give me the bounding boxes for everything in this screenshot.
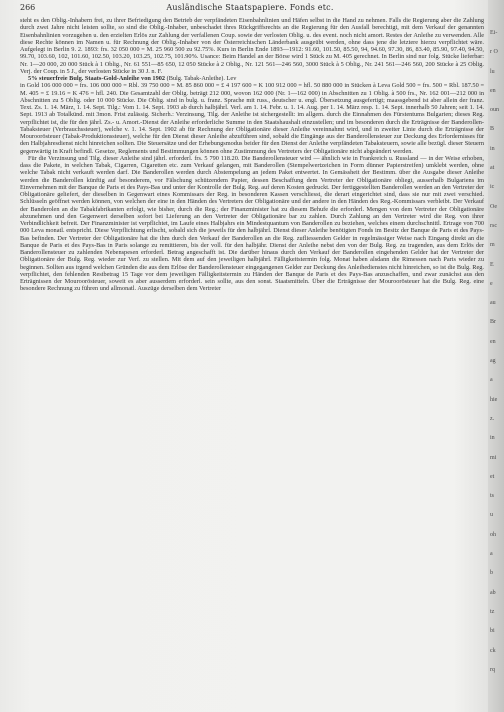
paragraph-banderole-tax: Für die Verzinsung und Tilg. dieser Anleihe sind jährl. erforderl. frs. 5 790 118.20. Die Banderollensteuer wird — ähnlich wie in Frankreich u. Russland — in der Weise erhoben, dass die Pakete, in welchen Tabak, Cigarren, Cigaretten etc. zum Verkauf gelangen, mit Banderollen (Stempelwertzeichen in Form dünner Papierstreifen) umklebt werden, ohne welche Tabak nicht verkauft werden darf. Die Banderollen werden durch Abstempelung an jedem Paket entwertet. In Gemässheit der Bestimm. über die Ausgabe dieser Anleihe werden die Banderollen künftig auf besonderem, vor Fälschung schützendem Papier, dessen Beschaffung dem Vertreter der Obligationäre obliegt, ausserhalb Bulgariens im Einvernehmen mit der Banque de Paris et des Pays-Bas und unter der Kontrolle der Bulg. Reg. auf deren Kosten gedruckt. Der fertiggestellten Banderollen werden an den Vertreter der Obligationäre geliefert, der dieselben in Gegenwart eines Kommissars der Reg. in besonderen Kassen verschliesst, die derart eingerichtet sind, dass sie nur mit zwei verschied. Schlüsseln geöffnet werden können, von welchen der eine in den Händen des Vertreters der Obligationäre und der andere in den Händen des Reg.-Kommissars verbleibt. Der Verkauf der Banderolen an die Tabakfabrikanten erfolgt, wie bisher, durch die Reg.; der Finanzminister hat zu diesem Behufe die erforderl. Mengen von dem Vertreter der Obligationäre abzunehmen und den Gegenwert derselben sofort bei Lieferung an den Vertreter der Obligationäre bar zu zahlen. Durch Zahlung an den Vertreter wird die Reg. von ihrer Verbindlichkeit befreit. Der Finanzminister ist verpflichtet, im Laufe eines Halbjahrs ein Mindestquantum von Banderollen zu beziehen, welches einem durchschnittl. Ertrage von 700 000 Leva monatl. entspricht. Diese Verpflichtung erlischt, sobald sich die jeweils für den halbjährl. Dienst dieser Anleihe benötigten Fonds im Besitz der Banque de Paris et des Pays-Bas befinden. Der Vertreter der Obligationäre hat die ihm durch den Verkauf der Banderollen an die Reg. zufliessenden Gelder in regelmässiger Weise nach Eingang direkt an die Banque de Paris et des Pays-Bas in Paris solange zu remittieren, bis der voll. für den halbjähr. Dienst der Anleihe nebst den von der Bulg. Reg. zu tragenden, aus dem Erlös der Banderollensteuer zu zahlenden Nebenspesen erforderl. Betrag angeschafft ist. Die darüber hinaus durch den Verkauf der Banderollen eingehenden Gelder hat der Vertreter der Obligationäre der Bulg. Reg. wieder zur Verf. zu stellen. Mit dem auf den jeweiligen halbjährl. Fälligkeitstermin folg. Monat haben alsdann die Rimessen nach Paris wieder zu beginnen. Sollten aus irgend welchen Gründen die aus dem Erlöse der Banderollensteuer eingegangenen Gelder zur Deckung des Anleihedienstes nicht hinreichen, so ist die Bulg. Reg. verpflichtet, den fehlenden Restbetrag 15 Tage vor dem jeweiligen Fälligkeitstermin zu Händen der Banque de Paris et des Pays-Bas anzuschaffen, und zwar zunächst aus den Erträgnissen der Mouroorösteuer, soweit es aber ausserdem erforderl. sein sollte, aus den sonst. Staatsmitteln. Über die Erträgnisse der Mouroorösteuer hat die Bulg. Reg. eine besondere Rechnung zu führen und allmonatl. Auszüge derselben dem Vertreter	[20, 154, 484, 293]
edge-fragment: a	[490, 551, 493, 558]
edge-fragment: m	[490, 242, 495, 249]
section-heading-suffix: (Bulg. Tabak-Anleihe). Lev	[166, 75, 237, 82]
edge-fragment: bi	[490, 628, 495, 635]
edge-fragment: at	[490, 165, 495, 172]
edge-fragment: en	[490, 87, 496, 94]
edge-fragment: lu	[490, 68, 495, 75]
edge-fragment: Oe	[490, 203, 497, 210]
edge-fragment: a	[490, 377, 493, 384]
edge-fragment: rq	[490, 666, 495, 673]
paragraph-security-terms: steht es den Oblig.-Inhabern frei, zu ihrer Befriedigung den Betrieb der verpfändeten Eisenbahnlinien und Häfen selbst in die Hand zu nehmen. Falls die Regierung aber die Zahlung durch zwei Jahre nicht leisten sollte, so sind die Oblig.-Inhaber, unbeschadet ihres Rückgriffsrechts an die Regierung für den Ausfall berechtigt, mit dem Verkauf der genannten Eisenbahnlinien vorzugehen u. den erzielten Erlös zur Zahlung der verfallenen Coup. sowie der verlosten Oblig. u. des event. noch nicht amort. Restes der Anleihe zu verwenden. Alle diese Rechte können im Namen u. für Rechnung der Oblig.-Inhaber von der Österreichischen Länderbank ausgeübt werden, ohne dass jene die letztere hierzu verpflichtet wäre. Aufgelegt in Berlin 9. 2. 1893: frs. 32 050 000 = M. 25 960 500 zu 92.75%. Kurs in Berlin Ende 1893—1912: 91.60, 101.50, 85.50, 94, 94.60, 97.30, 86, 83.40, 85.90, 97.40, 94.50, 99.70, 103.60, 102, 101.60, 102.50, 103.20, 103.25, 102.75, 101.90%. Usance: Beim Handel an der Börse wird 1 Stück zu M. 405 gerechnet. In Berlin sind nur folg. Stücke lieferbar: Nr. 1—20 000, 20 000 Stück à 1 Oblig., Nr. 61 551—85 650, 12 050 Stücke à 2 Oblig., Nr. 121 561—246 560, 3000 Stück à 5 Oblig., Nr. 241 561—246 560, 200 Stücke à 25 Oblig. Verj. der Coup. in 5 J., der verlosten Stücke in 30 J. n. F.	[20, 17, 484, 75]
edge-fragment: ic	[490, 184, 495, 191]
edge-fragment: B	[490, 126, 495, 133]
edge-fragment: en	[490, 338, 496, 345]
section-heading-prefix: 5%	[28, 75, 38, 82]
edge-fragment: r O	[490, 49, 498, 56]
adjacent-page-edge	[488, 0, 504, 712]
edge-fragment: mi	[490, 454, 497, 461]
edge-fragment: ts	[490, 493, 495, 500]
edge-fragment: b	[490, 570, 493, 577]
edge-fragment: in	[490, 435, 495, 442]
section-heading-line	[20, 75, 484, 82]
edge-fragment: Br	[490, 319, 496, 326]
edge-fragment: e	[490, 280, 493, 287]
edge-fragment: ag	[490, 358, 496, 365]
edge-fragment: rsc	[490, 222, 497, 229]
edge-fragment: tz	[490, 608, 495, 615]
edge-fragment: oun	[490, 107, 499, 114]
edge-fragment: E	[490, 261, 494, 268]
edge-fragment: au	[490, 300, 496, 307]
page-body	[20, 17, 484, 293]
edge-fragment: z.	[490, 415, 495, 422]
edge-fragment: hie	[490, 396, 498, 403]
edge-fragment: et	[490, 473, 495, 480]
edge-fragment: Ei-	[490, 30, 498, 36]
edge-fragment: ab	[490, 589, 496, 596]
page-number: 266	[20, 3, 36, 12]
page-header	[20, 3, 480, 15]
edge-fragment: u	[490, 512, 493, 519]
running-head: Ausländische Staatspapiere. Fonds etc.	[166, 3, 334, 12]
edge-fragment: in	[490, 145, 495, 152]
section-heading-title: steuerfreie Bulg. Staats-Gold-Anleihe von 1902	[39, 75, 166, 82]
edge-fragment: oh	[490, 531, 496, 538]
paragraph-loan-details: in Gold 106 000 000 = frs. 106 000 000 = Rbl. 39 750 000 = M. 85 860 000 = £ 4 197 600 = K 100 912 000 = hfl. 50 880 000 in Stücken à Leva Gold 500 = frs. 500 = Rbl. 187.50 = M. 405 = £ 19.16 = K 476 = hfl. 240. Die Gesamtzahl der Oblig. beträgt 212 000, wovon 162 000 (Nr. 1—162 000) in Abschnitten zu 1 Oblig. à 500 frs., Nr. 162 001—212 000 in Abschnitten zu 5 Oblig. oder 10 000 Stücke. Die Oblig. sind in bulg. u. franz. Sprache mit russ., deutscher u. engl. Übersetzung ausgefertigt; maassgebend ist aber allein der franz. Text. Zs. 1. 14. März, 1. 14. Sept. Tilg.: Vom 1. 14. Sept. 1903 ab durch halbjährl. Verl. am 1. 14. Febr. u. 1. 14. Aug. per 1. 14. März resp. 1. 14. Sept. innerhalb 50 Jahren; seit 1. 14. Sept. 1913 ab Totalkünd. mit 3mon. Frist zulässig. Sicherh.: Verzinsung, Tilg. der Anleihe ist sichergestellt: im allgem. durch die Einnahmen des Fürstentums Bulgarien; dieses Reg. verpflichtet ist, die für den jährl. Zs.- u. Amort.-Dienst der Anleihe erforderliche Summe in den Staatshaushalt einzustellen; und im besonderen durch die Erträgnisse der Banderollen-Tabaksteuer (Verbrauchssteuer), welche v. 1. 14. Sept. 1902 ab für Rechnung der Obligationäre dieser Anleihe vereinnahmt wird, und in zweiter Linie durch die Erträgnisse der Mouroorösteuer (Tabak-Produktionssteuer), welche für den Dienst dieser Anleihe abzuführen sind, sobald die Eingänge aus der Banderollensteuer zur Deckung des Erfordernisses für den Halbjahresdienst nicht hinreichen sollten. Die Steuersätze und der Erhebungsmodus beider für den Dienst der Anleihe verpfändeten Tabaksteuern, sowie alle bezügl. dieser Steuern gegenwärtig in Kraft befindl. Gesetze, Reglements und Bestimmungen können ohne Zustimmung des Vertreters der Obligationäre nicht abgeändert werden.	[20, 82, 484, 155]
edge-fragment: ck	[490, 647, 496, 654]
